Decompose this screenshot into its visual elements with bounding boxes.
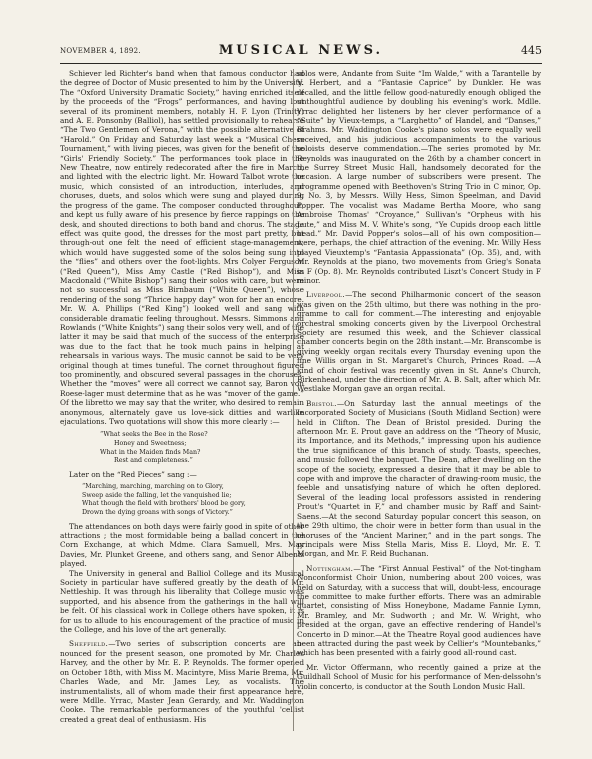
nottingham-section [297,564,541,658]
section-text: —Two series of subscription concerts are an-nounced for the present season, one promoted by Mr. Charles Harvey, and the other by Mr. E. P. Reynolds. The former opened on October 18th, with Miss M. Macintyre, Miss Marie Brema, Mr. Charles Wade, and Mr. James Ley, as vocalists. The instrumentalists, all of whom made their first appearance here, were Mdlle. Yrrac, Master Jean Gerardy, and Mr. Waddington Cooke. The remarkable performances of the youthful 'cellist created a great deal of enthusiasm. His [60,639,304,724]
section-text: —The second Philharmonic concert of the season was given on the 25th ultimo, but there was nothing in the pro-gramme to call for comment.—The interesting and enjoyable orchestral smoking concerts given by the Liverpool Orchestral Society are resumed this week, and the Schiever classical chamber concerts begin on the 28th instant.—Mr. Branscombe is giving weekly organ recitals every Thursday evening upon the fine Willis organ in St. Margaret's Church, Princes Road. —A kind of choir festival was recently given in St. Anne's Church, Birkenhead, under the direction of Mr. A. B. Salt, after which Mr. Westlake Morgan gave an organ recital. [297,290,541,394]
article-text: solos were, Andante from Suite “Im Walde,” with a Tarantelle by V. Herbert, and a “Fantasie Caprice” by Dunkler. He was recalled, and the little fellow good-naturedly enough obliged the unthoughtful audience by doubling his evening's work. Mdlle. Yrrac delighted her listeners by her clever performance of a “Suite” by Vieux-temps, a “Larghetto” of Handel, and “Danses,” Brahms. Mr. Waddington Cooke's piano solos were equally well received, and his judicious accompaniments to the various soloists deserve commendation.—The series promoted by Mr. Reynolds was inaugurated on the 26th by a chamber concert in the Surrey Street Music Hall, handsomely decorated for the occasion. A large number of subscribers were present. The programme opened with Beethoven's String Trio in C minor, Op. 9, No. 3, by Messrs. Willy Hess, Simon Speelman, and David Popper. The vocalist was Madame Bertha Moore, who sang Ambroise Thomas' “Croyance,” Sullivan's “Orpheus with his Lute,” and Miss M. V. White's song, “Ye Cupids droop each little head.” Mr. David Popper's solos—all of his own composition—were, perhaps, the chief attraction of the evening. Mr. Willy Hess played Vieuxtemp's “Fantasia Appassionata” (Op. 35), and, with Mr. Reynolds at the piano, two movements from Grieg's Sonata in F (Op. 8). Mr. Reynolds contributed Liszt's Concert Study in F minor. [297,69,541,285]
verse-line: What in the Maiden finds Man? [100,448,201,456]
left-column [60,69,304,731]
sheffield-section [60,639,304,724]
section-heading: Nottingham. [306,563,354,573]
verse-line: Honey and Sweetness; [114,440,187,448]
section-text: —On Saturday last the annual meetings of the Incorporated Society of Musicians (South Midland Section) were held in Clifton. The Dean of Bristol presided. During the afternoon Mr. E. Prout gave an address on the “Theory of Music, its Importance, and its Methods,” impressing upon his audience the true significance of this branch of study. Toasts, speeches, and music followed the banquet. The Dean, after dwelling on the scope of the society, expressed a desire that it may be able to cope with and improve the character of drawing-room music, the feeble and unsatisfying nature of which he often deplored. Several of the leading local professors assisted in rendering Prout's “Quartet in F,” and chamber music by Raff and Saint-Saens.—At the second Saturday popular concert this season, on the 29th ultimo, the choir were in better form than usual in the choruses of the “Ancient Mariner,” and in the part songs. The principals were Miss Stella Maris, Miss E. Lloyd, Mr. E. T. Morgan, and Mr. F. Reid Buchanan. [297,398,541,559]
liverpool-section [297,290,541,393]
section-text: —The “First Annual Festival” of the Not-tingham Nonconformist Choir Union, numbering about 200 voices, was held on Saturday, with a success that will, doubt-less, encourage the committee to make further efforts. There was an admirable quartet, consisting of Miss Honeybone, Madame Fannie Lymn, Mr. Bramley, and Mr. Sudworth ; and Mr. W. Wright, who presided at the organ, gave an effective rendering of Handel's Concerto in D minor.—At the Theatre Royal good audiences have been attracted during the past week by Cellier's “Mountebanks,” which has been presented with a fairly good all-round cast. [297,563,541,658]
article-text: Schiever led Richter's band when that famous conductor had the degree of Doctor of Music presented to him by the University. The “Oxford University Dramatic Society,” having enriched itself by the proceeds of the “Frogs” performances, and having lost several of its prominent members, notably H. F. Lyon (Trinity) and A. E. Ponsonby (Balliol), has settled provisionally to rehearse “The Two Gentlemen of Verona,” with the possible alternative of “Harold.” On Friday and Saturday last week a “Musical Chess Tournament,” with living pieces, was given for the benefit of the “Girls' Friendly Society.” The performances took place in the New Theatre, now entirely redecorated after the fire in March, and lighted with the electric light. Mr. Howard Talbot wrote the music, which consisted of an introduction, interludes, and choruses, duets, and solos which were sung and played during the progress of the game. The composer conducted throughout, and kept us fully aware of his presence by fierce rappings on the desk, and shouted directions to both band and chorus. The stage effect was quite good, the dresses for the most part pretty, but through-out one felt the need of efficient stage-management, which would have suggested some of the solos being sung into the “flies” and others over the foot-lights. Mrs Colyer Ferguson (“Red Queen”), Miss Amy Castle (“Red Bishop”), and Miss Macdonald (“White Bishop”) sang their solos with care, but were not so successful as Miss Birnbaum (“White Queen”), whose rendering of the song “Thrice happy day” won for her an encore. Mr. W. A. Phillips (“Red King”) looked well and sang with considerable dramatic feeling throughout. Messrs. Simmons and Rowlands (“White Knights”) sang their solos very well, and of the latter it may be said that much of the success of the enterprise was due to the fact that he took much pains in helping at rehearsals in various ways. The music cannot be said to be very original though at times tuneful. The cornet throughout figured too prominently, and obscured several passages in the choruses. Whether the “moves” were all correct we cannot say, Baron von Roese-lager must determine that as he was “mover of the game.” Of the libretto we may say that the writer, who desired to remain anonymous, alternately gave us love-sick ditties and warlike ejaculations. Two quotations will show this more clearly :— [60,69,304,427]
verse-line: What though the field with brothers' blood be gory, [82,500,246,508]
quoted-verse [82,483,304,517]
article-text: The attendances on both days were fairly good in spite of other attractions ; the most formidable being a ballad concert in the Corn Exchange, at which Mdme. Clara Samuell, Mrs. May Davies, Mr. Plunket Greene, and others sang, and Senor Albeniz played. [60,521,304,569]
header-rule [60,63,542,64]
section-heading: Sheffield. [69,639,109,649]
verse-line: Sweep aside the falling, let the vanquished lie; [82,491,232,499]
article-text: The University in general and Balliol College and its Musical Society in particular have suffered greatly by the death of Mr. Nettleship. It was through his liberality that College music was supported, and his absence from the gatherings in the hall will be felt. Of his classical work in College others have spoken, it is for us to allude to his encouragement of the practice of music in the College, and his love of the art generally. [60,568,304,635]
section-heading: Bristol. [306,398,337,408]
publication-title: MUSICAL NEWS. [218,43,384,58]
verse-intro: Later on the “Red Pieces” sang :— [69,469,197,479]
bristol-section [297,399,541,559]
verse-line: Rest and completeness.” [114,457,193,465]
verse-line: “Marching, marching, marching on to Glory, [82,483,224,491]
verse-line: Drown the dying groans with songs of Victory.” [82,509,233,516]
section-heading: Liverpool. [306,290,346,300]
right-column [297,69,541,731]
closing-note: Mr. Victor Offermann, who recently gained a prize at the Guildhall School of Music for his performance of Men-delssohn's violin concerto, is conductor at the South London Music Hall. [297,662,541,691]
issue-date: NOVEMBER 4, 1892. [60,47,141,55]
verse-line: “What seeks the Bee in the Rose? [100,431,208,439]
quoted-verse [100,431,304,465]
page-number: 445 [521,44,542,57]
page-header [60,44,542,60]
column-divider [293,69,294,731]
